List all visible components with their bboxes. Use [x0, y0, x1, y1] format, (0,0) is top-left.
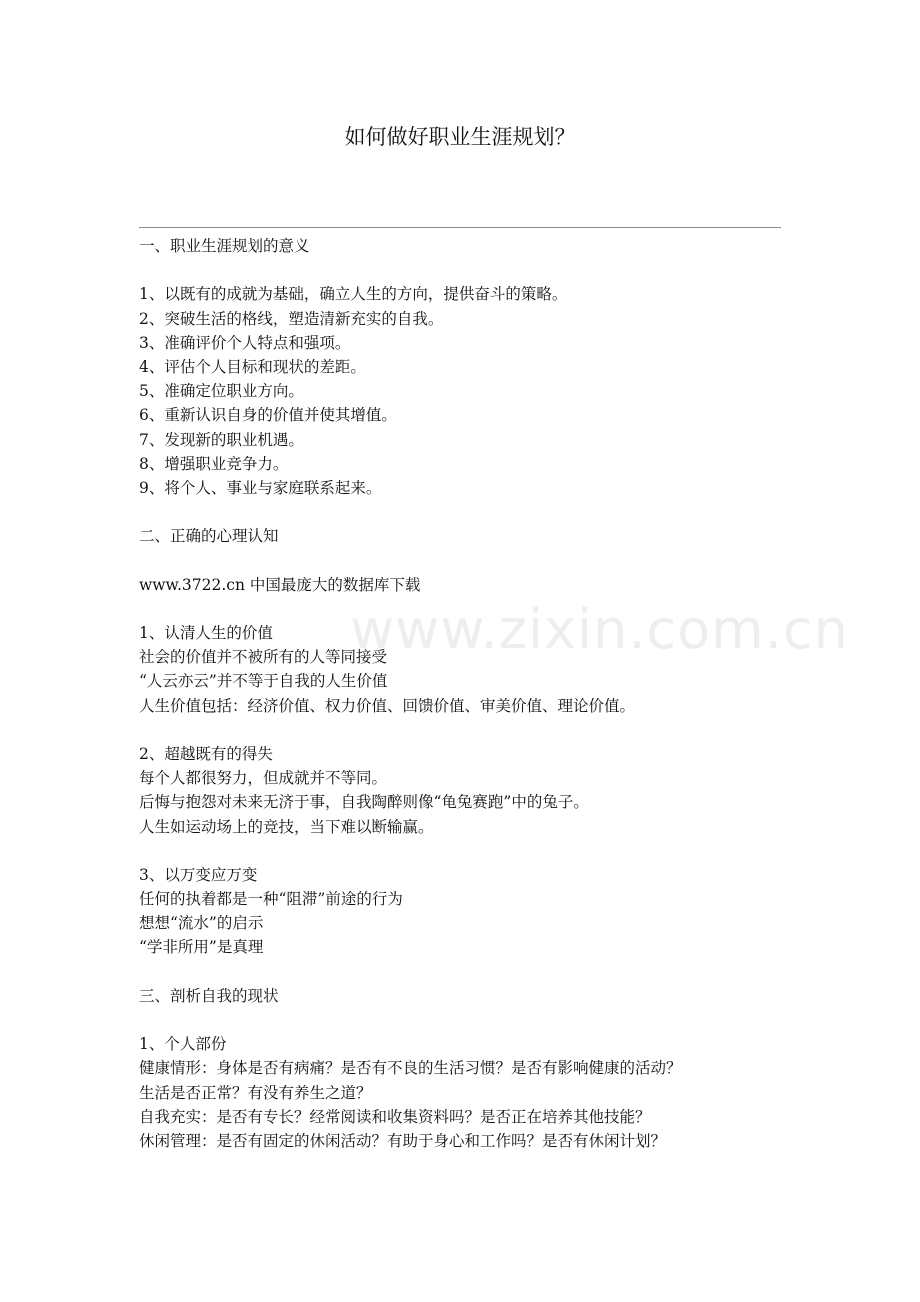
text-line: 自我充实：是否有专长？经常阅读和收集资料吗？是否正在培养其他技能？ — [139, 1107, 651, 1126]
blank-line — [139, 548, 799, 572]
title-divider — [139, 227, 781, 228]
text-line: www.3722.cn 中国最庞大的数据库下载 — [139, 575, 421, 594]
text-line: “人云亦云”并不等于自我的人生价值 — [139, 672, 388, 691]
text-line: 9、将个人、事业与家庭联系起来。 — [139, 478, 382, 497]
text-line: 后悔与抱怨对未来无济于事，自我陶醉则像“龟兔赛跑”中的兔子。 — [139, 793, 589, 812]
text-line: 6、重新认识自身的价值并使其增值。 — [139, 406, 397, 425]
text-line: 5、准确定位职业方向。 — [139, 382, 304, 401]
text-line: 1、以既有的成就为基础，确立人生的方向，提供奋斗的策略。 — [139, 285, 568, 304]
text-line: 任何的执着都是一种“阻滞”前途的行为 — [139, 890, 403, 909]
blank-line — [139, 960, 799, 984]
blank-line — [139, 258, 799, 282]
blank-line — [139, 839, 799, 863]
blank-line — [139, 500, 799, 524]
text-line: 健康情形：身体是否有病痛？是否有不良的生活习惯？是否有影响健康的活动？ — [139, 1059, 682, 1078]
text-line: 4、评估个人目标和现状的差距。 — [139, 357, 366, 376]
document-body — [139, 234, 799, 1153]
text-line: 人生如运动场上的竞技，当下难以断输赢。 — [139, 817, 434, 836]
blank-line — [139, 597, 799, 621]
text-line: 2、超越既有的得失 — [139, 744, 273, 763]
text-line: 3、准确评价个人特点和强项。 — [139, 333, 351, 352]
text-line: 想想“流水”的启示 — [139, 914, 264, 933]
text-line: 三、剖析自我的现状 — [139, 986, 279, 1005]
watermark: www.zixin.com.cn — [350, 598, 849, 661]
text-line: 二、正确的心理认知 — [139, 527, 279, 546]
text-line: 1、个人部份 — [139, 1035, 227, 1054]
text-line: “学非所用”是真理 — [139, 938, 264, 957]
text-line: 生活是否正常？有没有养生之道？ — [139, 1083, 372, 1102]
text-line: 休闲管理：是否有固定的休闲活动？有助于身心和工作吗？是否有休闲计划？ — [139, 1131, 667, 1150]
text-line: 8、增强职业竞争力。 — [139, 454, 289, 473]
text-line: 7、发现新的职业机遇。 — [139, 430, 304, 449]
blank-line — [139, 1008, 799, 1032]
text-line: 1、认清人生的价值 — [139, 624, 273, 642]
text-line: 3、以万变应万变 — [139, 865, 258, 884]
text-line: 2、突破生活的格线，塑造清新充实的自我。 — [139, 309, 444, 328]
text-line: 社会的价值并不被所有的人等同接受 — [139, 648, 388, 667]
text-line: 每个人都很努力，但成就并不等同。 — [139, 769, 388, 788]
blank-line — [139, 718, 799, 742]
text-line: 人生价值包括：经济价值、权力价值、回馈价值、审美价值、理论价值。 — [139, 696, 636, 715]
text-line: 一、职业生涯规划的意义 — [139, 237, 310, 255]
page-title: 如何做好职业生涯规划？ — [344, 125, 576, 149]
